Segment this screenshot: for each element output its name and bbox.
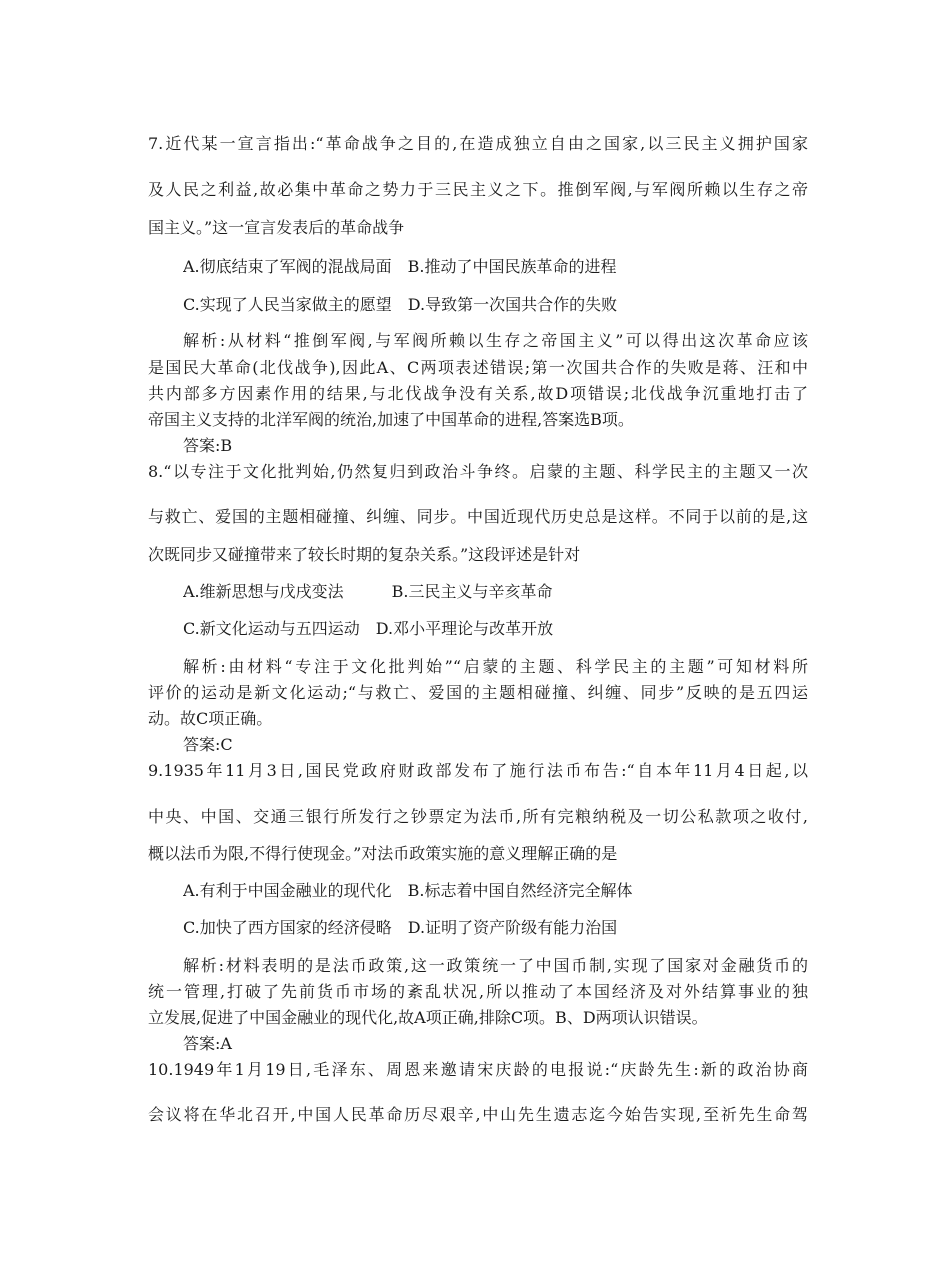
question-stem-line: 会议将在华北召开,中国人民革命历尽艰辛,中山先生遗志迄今始告实现,至祈先生命驾 <box>148 1105 808 1124</box>
answer-line: 答案:C <box>183 735 233 754</box>
analysis-line: 共内部多方因素作用的结果,与北伐战争没有关系,故D项错误;北伐战争沉重地打击了 <box>148 384 808 403</box>
analysis-line: 评价的运动是新文化运动;“与救亡、爱国的主题相碰撞、纠缠、同步”反映的是五四运 <box>148 683 808 702</box>
answer-line: 答案:B <box>183 436 233 455</box>
question-stem-line: 10.1949年1月19日,毛泽东、周恩来邀请宋庆龄的电报说:“庆龄先生:新的政治协商 <box>148 1060 808 1079</box>
answer-option-line: C.加快了西方国家的经济侵略 D.证明了资产阶级有能力治国 <box>183 918 618 937</box>
analysis-line: 统一管理,打破了先前货币市场的紊乱状况,所以推动了本国经济及对外结算事业的独 <box>148 982 808 1001</box>
answer-option-line: A.彻底结束了军阀的混战局面 B.推动了中国民族革命的进程 <box>183 257 617 276</box>
answer-option-line: A.有利于中国金融业的现代化 B.标志着中国自然经济完全解体 <box>183 881 633 900</box>
question-stem-line: 与救亡、爱国的主题相碰撞、纠缠、同步。中国近现代历史总是这样。不同于以前的是,这 <box>148 507 808 526</box>
analysis-line: 帝国主义支持的北洋军阀的统治,加速了中国革命的进程,答案选B项。 <box>148 410 634 429</box>
analysis-line: 解析:从材料“推倒军阀,与军阀所赖以生存之帝国主义”可以得出这次革命应该 <box>183 331 808 350</box>
question-stem-line: 国主义。”这一宣言发表后的革命战争 <box>148 218 405 237</box>
analysis-line: 解析:由材料“专注于文化批判始”“启蒙的主题、科学民主的主题”可知材料所 <box>183 657 808 676</box>
answer-line: 答案:A <box>183 1034 232 1053</box>
analysis-line: 立发展,促进了中国金融业的现代化,故A项正确,排除C项。B、D两项认识错误。 <box>148 1008 708 1027</box>
analysis-line: 动。故C项正确。 <box>148 709 273 728</box>
question-stem-line: 9.1935年11月3日,国民党政府财政部发布了施行法币布告:“自本年11月4日起,以 <box>148 761 808 780</box>
question-stem-line: 概以法币为限,不得行使现金。”对法币政策实施的意义理解正确的是 <box>148 844 618 863</box>
question-stem-line: 中央、中国、交通三银行所发行之钞票定为法币,所有完粮纳税及一切公私款项之收付, <box>148 807 808 826</box>
question-stem-line: 8.“以专注于文化批判始,仍然复归到政治斗争终。启蒙的主题、科学民主的主题又一次 <box>148 462 808 481</box>
question-stem-line: 及人民之利益,故必集中革命之势力于三民主义之下。推倒军阀,与军阀所赖以生存之帝 <box>148 180 808 199</box>
analysis-line: 是国民大革命(北伐战争),因此A、C两项表述错误;第一次国共合作的失败是蒋、汪和中 <box>148 358 808 377</box>
question-stem-line: 次既同步又碰撞带来了较长时期的复杂关系。”这段评述是针对 <box>148 545 581 564</box>
answer-option-line: C.新文化运动与五四运动 D.邓小平理论与改革开放 <box>183 619 554 638</box>
answer-option-line: C.实现了人民当家做主的愿望 D.导致第一次国共合作的失败 <box>183 295 618 314</box>
analysis-line: 解析:材料表明的是法币政策,这一政策统一了中国币制,实现了国家对金融货币的 <box>183 956 808 975</box>
answer-option-line: A.维新思想与戊戌变法 B.三民主义与辛亥革命 <box>183 582 553 601</box>
question-stem-line: 7.近代某一宣言指出:“革命战争之目的,在造成独立自由之国家,以三民主义拥护国家 <box>148 134 808 153</box>
